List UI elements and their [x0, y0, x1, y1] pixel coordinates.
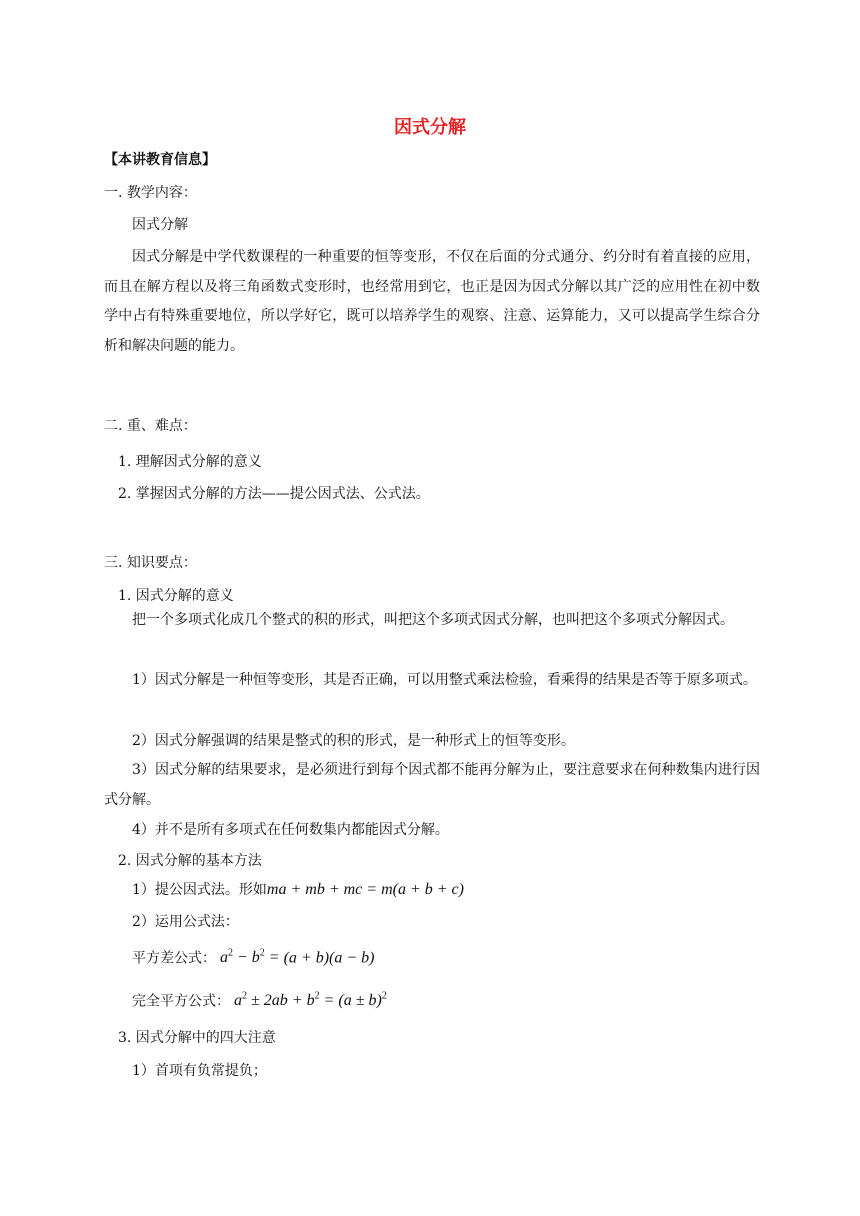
knowledge-2-title: 2. 因式分解的基本方法: [118, 853, 262, 869]
perfect-square-middle: ± 2ab + b: [247, 992, 315, 1010]
page-title: 因式分解: [394, 117, 466, 138]
method-1-label: 1）提公因式法。形如: [132, 882, 267, 898]
section-2-item-1: 1. 理解因式分解的意义: [118, 454, 262, 470]
info-header: 【本讲教育信息】: [104, 152, 216, 168]
knowledge-3-title: 3. 因式分解中的四大注意: [118, 1030, 276, 1046]
difference-of-squares-rhs: (a + b)(a − b): [283, 949, 375, 967]
perfect-square-line: [132, 987, 387, 1011]
section-1-topic: 因式分解: [132, 217, 188, 233]
knowledge-1-point-4: 4）并不是所有多项式在任何数集内都能因式分解。: [132, 822, 449, 838]
knowledge-1-point-2: 2）因式分解强调的结果是整式的积的形式，是一种形式上的恒等变形。: [132, 733, 575, 749]
section-2-heading: 二. 重、难点：: [104, 418, 197, 434]
method-2-label: 2）运用公式法：: [132, 914, 239, 930]
method-1-line: [132, 880, 464, 900]
knowledge-3-note-1: 1）首项有负常提负；: [132, 1063, 267, 1079]
perfect-square-formula: $a^2 \pm 2ab + b^2 = (a \pm b)^2$: [230, 991, 387, 1010]
method-1-formula: ma + mb + mc = m(a + b + c): [266, 881, 464, 898]
knowledge-1-point-3: 3）因式分解的结果要求，是必须进行到每个因式都不能再分解为止，要注意要求在何种数集内进行因式分解。: [104, 762, 760, 808]
knowledge-1-title: 1. 因式分解的意义: [118, 588, 234, 604]
knowledge-1-definition: 把一个多项式化成几个整式的积的形式，叫把这个多项式因式分解，也叫把这个多项式分解因式。: [132, 612, 734, 628]
knowledge-1-point-1: 1）因式分解是一种恒等变形，其是否正确，可以用整式乘法检验，看乘得的结果是否等于原多项式。: [132, 672, 757, 688]
section-1-paragraph: 因式分解是中学代数课程的一种重要的恒等变形，不仅在后面的分式通分、约分时有着直接的应用，而且在解方程以及将三角函数式变形时，也经常用到它，也正是因为因式分解以其广泛的应用性在初中数学中占有特殊重要地位，所以学好它，既可以培养学生的观察、注意、运算能力，又可以提高学生综合分析和解决问题的能力。: [104, 249, 760, 354]
difference-of-squares-lhs: $a^2 - b^2$ =: [216, 948, 284, 967]
perfect-square-rhs: = (a ± b): [319, 992, 382, 1010]
section-1-heading: 一. 教学内容：: [104, 185, 197, 201]
perfect-square-label: 完全平方公式：: [132, 993, 230, 1010]
section-3-heading: 三. 知识要点：: [104, 555, 197, 571]
section-2-item-2: 2. 掌握因式分解的方法——提公因式法、公式法。: [118, 486, 430, 502]
difference-of-squares-label: 平方差公式：: [132, 950, 216, 967]
difference-of-squares-line: [132, 944, 375, 968]
